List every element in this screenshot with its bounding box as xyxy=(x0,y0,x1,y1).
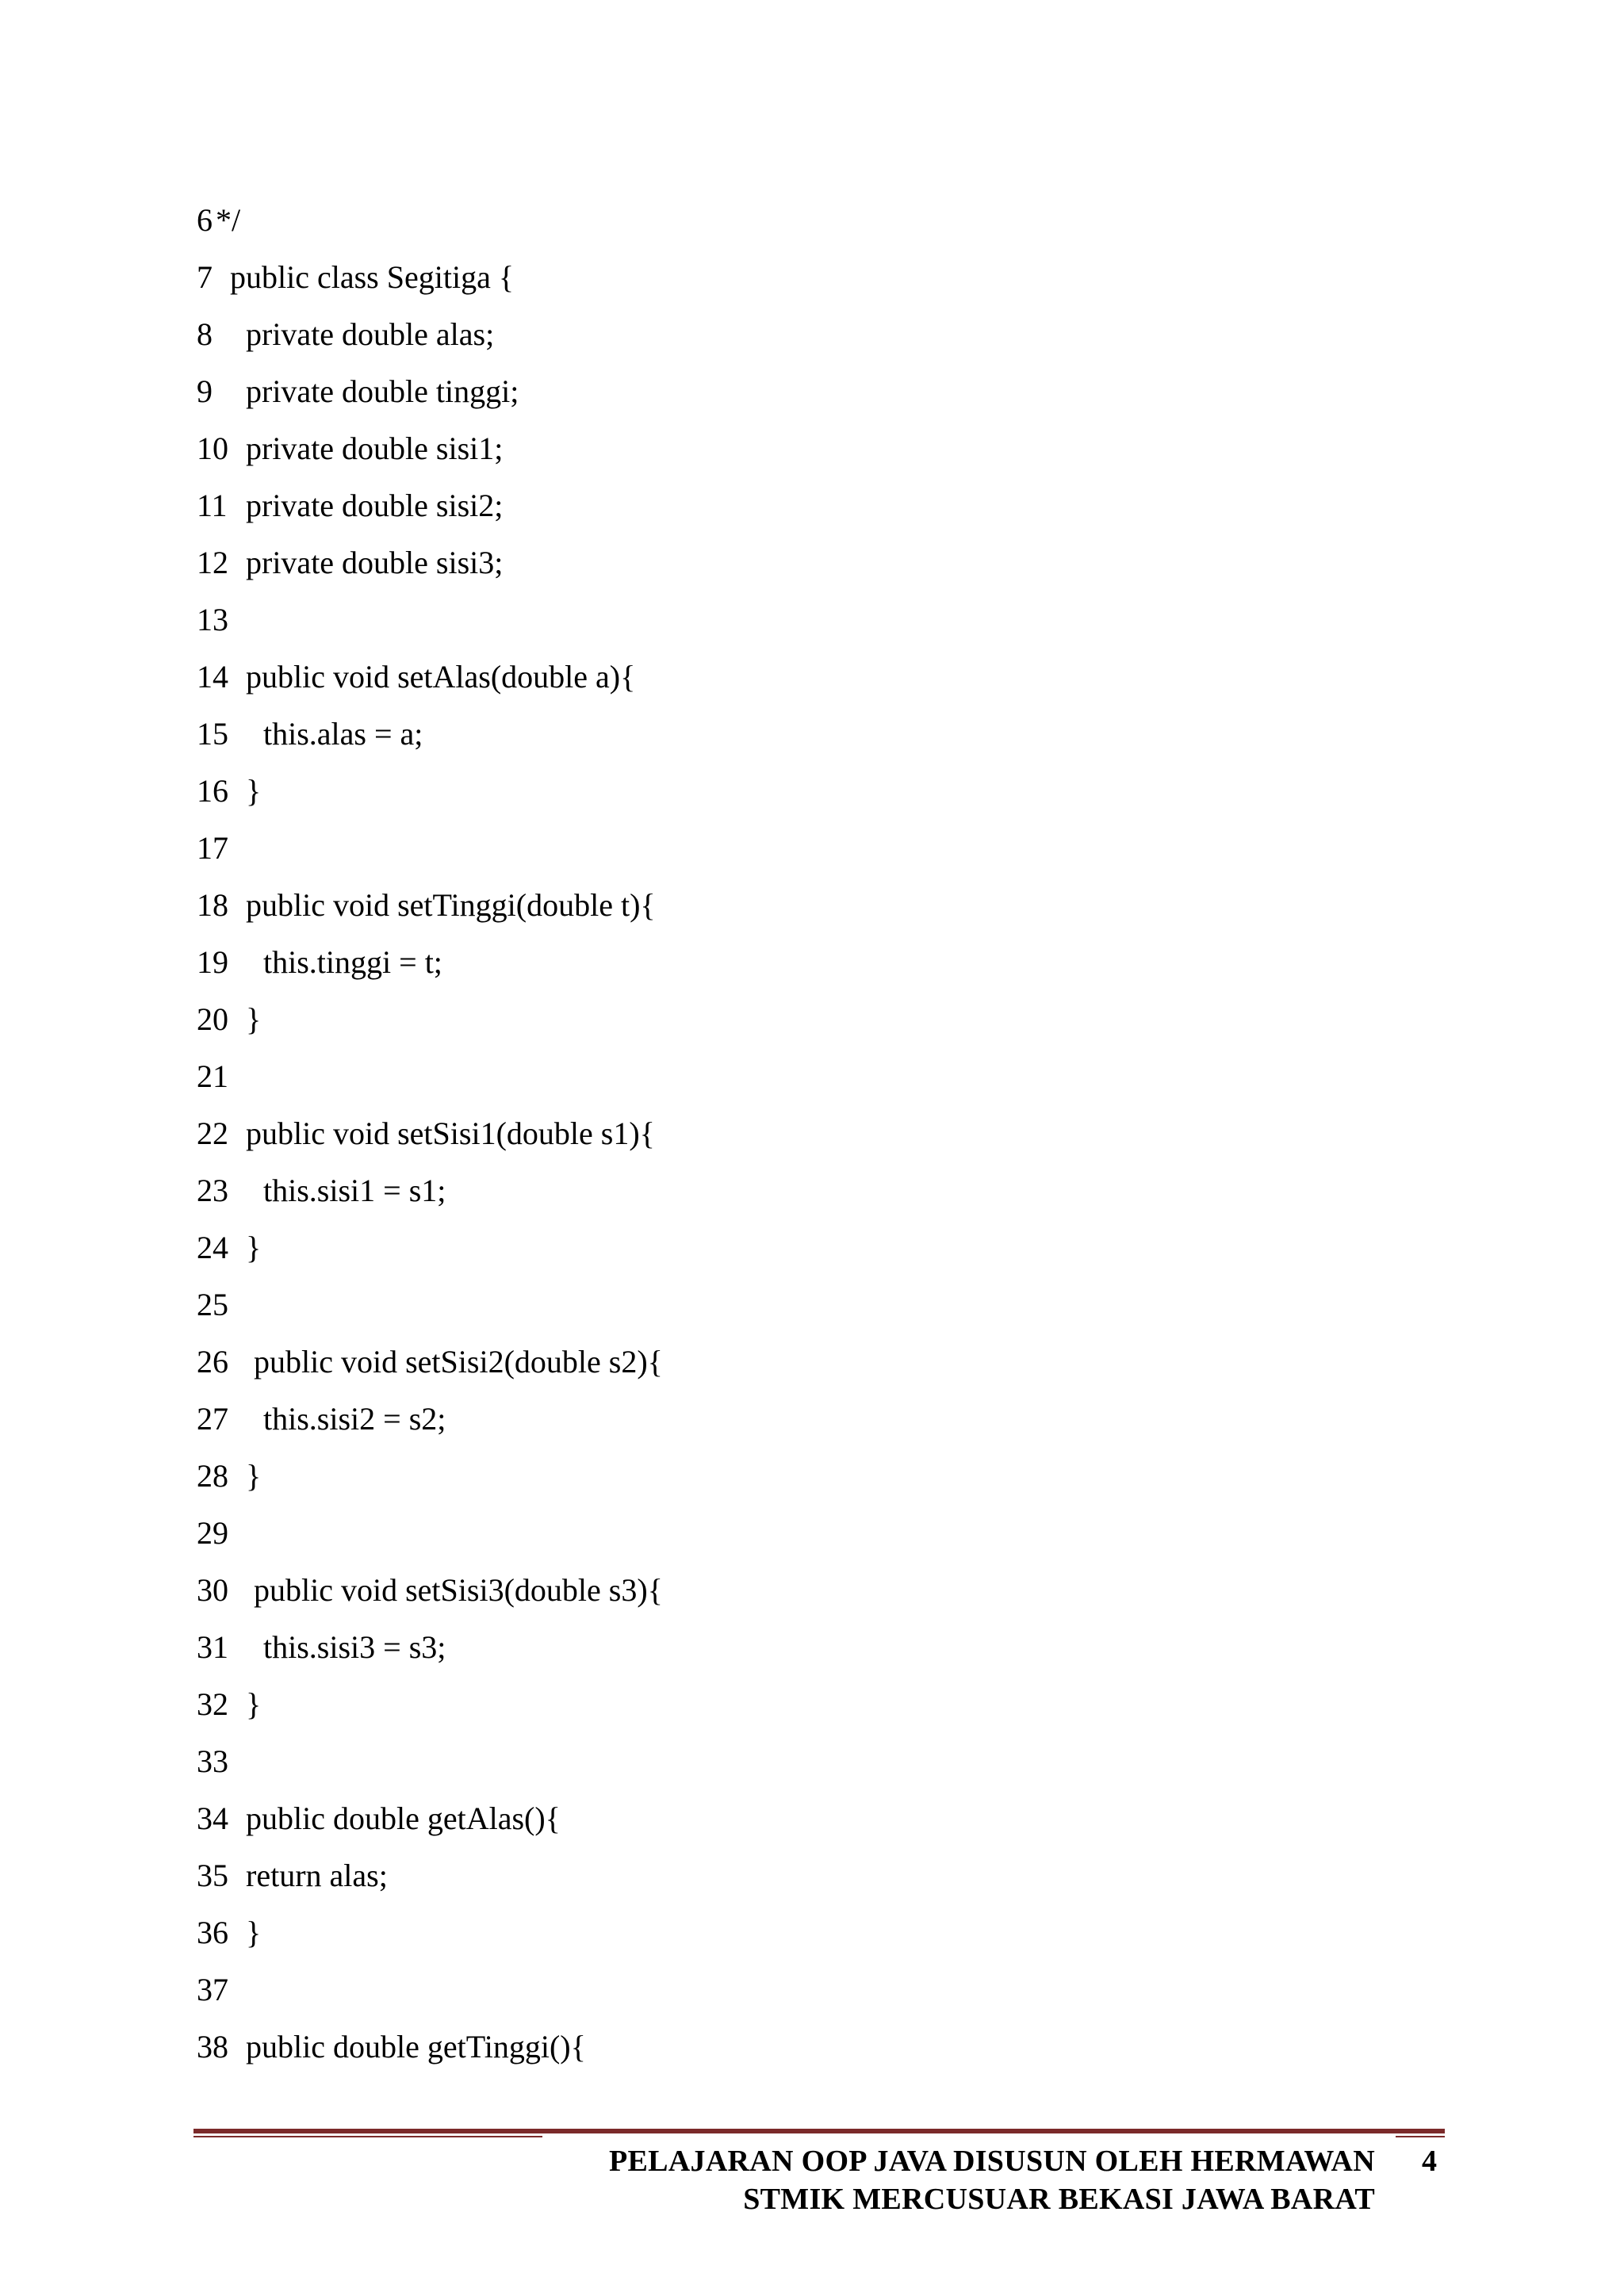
footer-institution: STMIK MERCUSUAR BEKASI JAWA BARAT xyxy=(743,2183,1375,2216)
footer-rule-thin-right xyxy=(1396,2136,1445,2137)
code-line: 36 } xyxy=(197,1904,1465,1961)
code-text: public void setSisi2(double s2){ xyxy=(254,1344,663,1380)
code-text: public void setSisi3(double s3){ xyxy=(254,1572,663,1608)
code-text: public void setAlas(double a){ xyxy=(246,659,636,695)
code-line: 24 } xyxy=(197,1219,1465,1276)
code-text: */ xyxy=(216,202,241,238)
code-text: public double getTinggi(){ xyxy=(246,2029,586,2064)
code-line: 18 public void setTinggi(double t){ xyxy=(197,877,1465,934)
code-text: private double sisi1; xyxy=(246,430,504,466)
code-text: public void setTinggi(double t){ xyxy=(246,887,656,923)
code-text: this.sisi1 = s1; xyxy=(263,1173,446,1208)
code-line: 14 public void setAlas(double a){ xyxy=(197,649,1465,706)
code-text: public double getAlas(){ xyxy=(246,1800,561,1836)
code-text: } xyxy=(246,1230,262,1265)
code-text: private double alas; xyxy=(246,316,495,352)
code-line: 25 xyxy=(197,1287,228,1322)
code-text: public void setSisi1(double s1){ xyxy=(246,1115,655,1151)
code-line: 28 } xyxy=(197,1448,1465,1505)
code-listing xyxy=(197,192,1465,2076)
code-line: 6 */ xyxy=(197,192,1465,249)
code-line: 17 xyxy=(197,830,228,866)
code-text: private double sisi3; xyxy=(246,545,504,580)
code-line: 22 public void setSisi1(double s1){ xyxy=(197,1105,1465,1162)
code-text: } xyxy=(246,773,262,809)
code-text: private double tinggi; xyxy=(246,373,519,409)
code-line: 35 return alas; xyxy=(197,1847,1465,1904)
code-line: 37 xyxy=(197,1972,228,2007)
code-line: 19 this.tinggi = t; xyxy=(197,934,1465,991)
footer-rule-thin-left xyxy=(193,2136,542,2137)
code-line: 26 public void setSisi2(double s2){ xyxy=(197,1334,1465,1391)
code-line: 20 } xyxy=(197,991,1465,1048)
code-line: 16 } xyxy=(197,763,1465,820)
code-line: 13 xyxy=(197,602,228,637)
code-line: 21 xyxy=(197,1058,228,1094)
code-line: 23 this.sisi1 = s1; xyxy=(197,1162,1465,1219)
code-text: this.sisi2 = s2; xyxy=(263,1401,446,1437)
footer-text xyxy=(609,2142,1375,2218)
code-text: this.tinggi = t; xyxy=(263,944,442,980)
page-number: 4 xyxy=(1422,2145,1437,2178)
code-line: 34 public double getAlas(){ xyxy=(197,1790,1465,1847)
code-line: 29 xyxy=(197,1515,228,1551)
code-line: 32 } xyxy=(197,1676,1465,1733)
code-line: 8 private double alas; xyxy=(197,306,1465,363)
code-line: 9 private double tinggi; xyxy=(197,363,1465,420)
code-line: 33 xyxy=(197,1743,228,1779)
code-text: private double sisi2; xyxy=(246,488,504,523)
code-line: 12 private double sisi3; xyxy=(197,534,1465,591)
code-text: } xyxy=(246,1001,262,1037)
code-text: this.sisi3 = s3; xyxy=(263,1629,446,1665)
code-text: } xyxy=(246,1915,262,1950)
code-text: } xyxy=(246,1458,262,1494)
code-line: 30 public void setSisi3(double s3){ xyxy=(197,1562,1465,1619)
footer-rule xyxy=(193,2125,1445,2144)
code-line: 27 this.sisi2 = s2; xyxy=(197,1391,1465,1448)
code-line: 38 public double getTinggi(){ xyxy=(197,2019,1465,2076)
code-line: 11 private double sisi2; xyxy=(197,477,1465,534)
code-line: 7 public class Segitiga { xyxy=(197,249,1465,306)
code-text: public class Segitiga { xyxy=(230,259,515,295)
code-text: } xyxy=(246,1686,262,1722)
footer-rule-thick xyxy=(193,2129,1445,2133)
code-line: 31 this.sisi3 = s3; xyxy=(197,1619,1465,1676)
code-line: 15 this.alas = a; xyxy=(197,706,1465,763)
code-line: 10 private double sisi1; xyxy=(197,420,1465,477)
code-text: return alas; xyxy=(246,1858,388,1893)
code-text: this.alas = a; xyxy=(263,716,423,752)
footer-title: PELAJARAN OOP JAVA DISUSUN OLEH HERMAWAN xyxy=(608,2145,1375,2178)
